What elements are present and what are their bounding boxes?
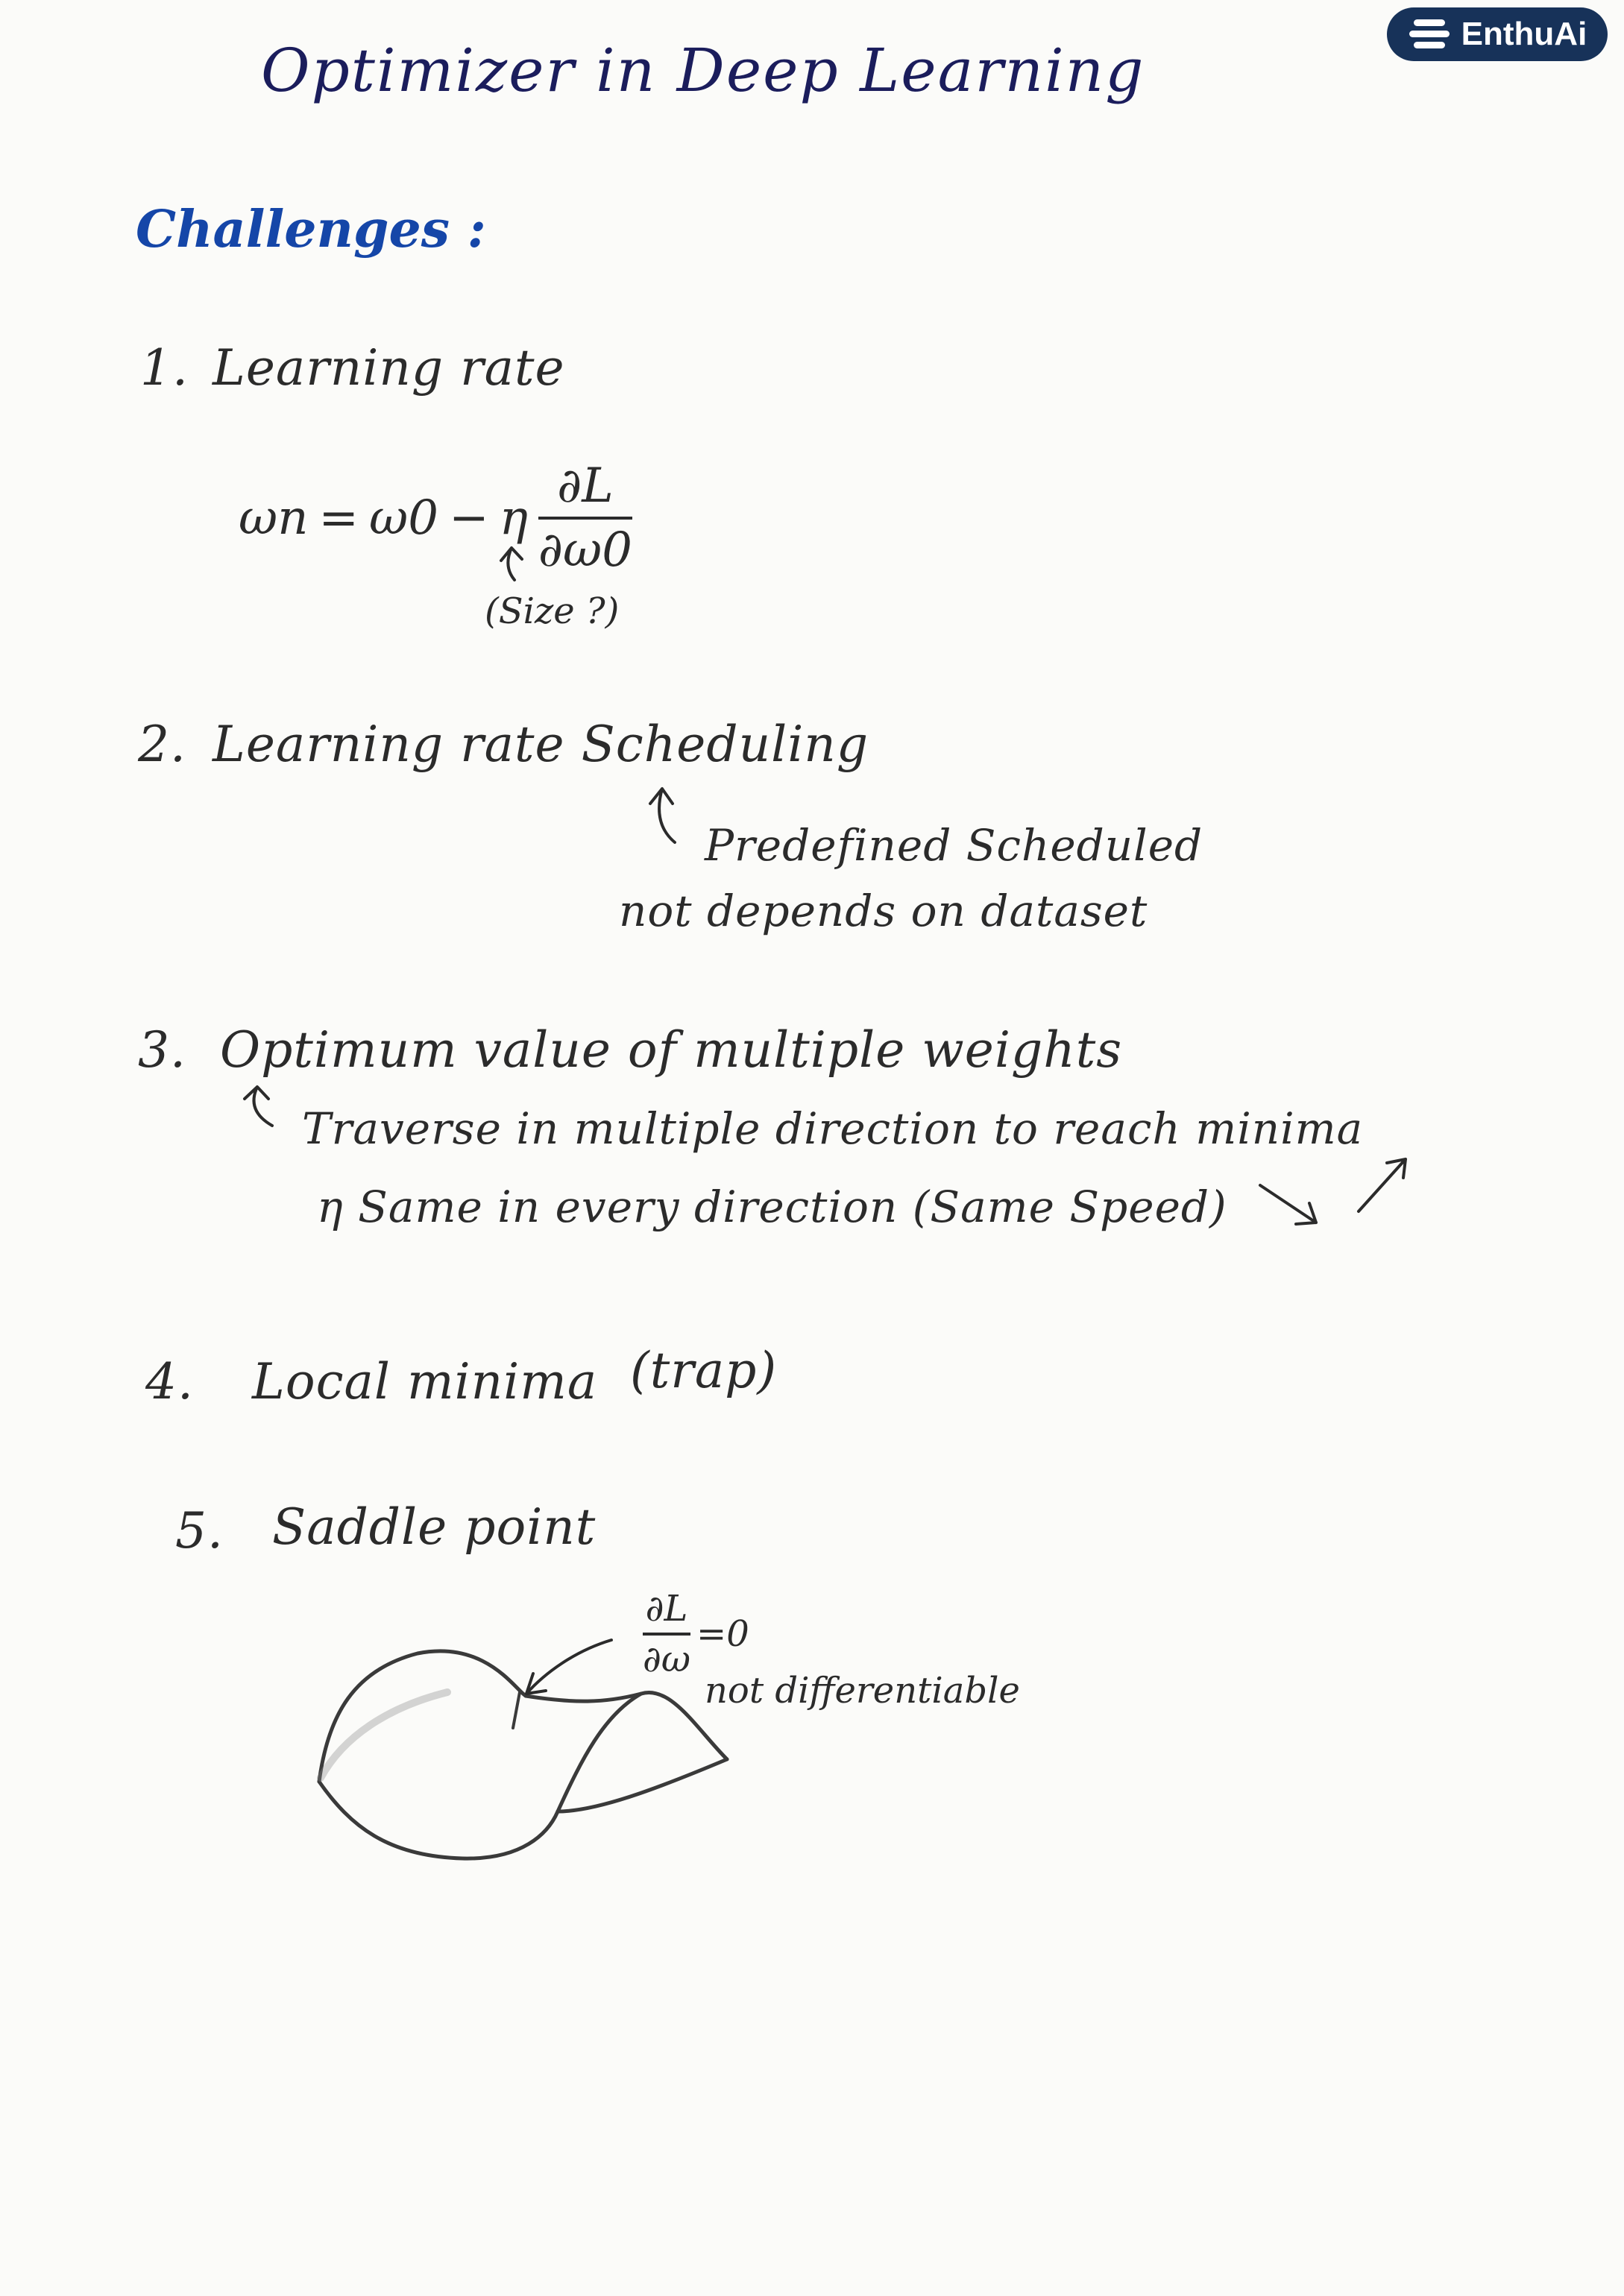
item-1-number: 1. [140, 339, 189, 397]
item-5-number: 5. [175, 1502, 224, 1559]
item-4-number: 4. [145, 1353, 194, 1410]
formula-denominator: ∂ω0 [538, 523, 632, 578]
saddle-denominator: ∂ω [643, 1639, 690, 1680]
saddle-pointer-arrow [526, 1640, 611, 1694]
item-2-note-2: not depends on dataset [619, 886, 1148, 936]
item-2-number: 2. [138, 716, 186, 773]
formula-eta: η [499, 491, 528, 546]
item-4-note: (trap) [630, 1342, 778, 1399]
page-title: Optimizer in Deep Learning [261, 36, 1145, 105]
item-4-text: Local minima [252, 1353, 598, 1410]
item-2-note-1: Predefined Scheduled [705, 820, 1203, 871]
formula-minus: − [448, 491, 489, 546]
down-right-arrow-icon [1260, 1185, 1316, 1224]
formula-equals: = [318, 491, 359, 546]
item-1-text: Learning rate [213, 339, 565, 397]
item-3-note-1: Traverse in multiple direction to reach minima [302, 1103, 1364, 1154]
optimum-arrow [245, 1087, 272, 1126]
formula-numerator: ∂L [557, 458, 614, 514]
brand-name: EnthuAi [1461, 16, 1587, 52]
saddle-equals-zero: =0 [696, 1613, 749, 1655]
item-5-note: not differentiable [705, 1670, 1020, 1712]
item-5-text: Saddle point [272, 1498, 597, 1556]
section-heading: Challenges : [136, 200, 486, 259]
item-3-number: 3. [138, 1021, 186, 1079]
eta-arrow [501, 548, 522, 580]
scheduling-arrow [650, 789, 675, 842]
item-3-note-2: η Same in every direction (Same Speed) [317, 1182, 1227, 1232]
formula-lhs: ωn [239, 491, 309, 546]
formula-w0: ω0 [369, 491, 438, 546]
item-1-note: (Size ?) [485, 590, 620, 632]
saddle-surface-sketch [319, 1651, 727, 1858]
item-2-text: Learning rate Scheduling [213, 716, 869, 773]
up-right-arrow-icon [1359, 1159, 1406, 1211]
item-3-text: Optimum value of multiple weights [220, 1021, 1123, 1079]
saddle-numerator: ∂L [645, 1588, 688, 1630]
